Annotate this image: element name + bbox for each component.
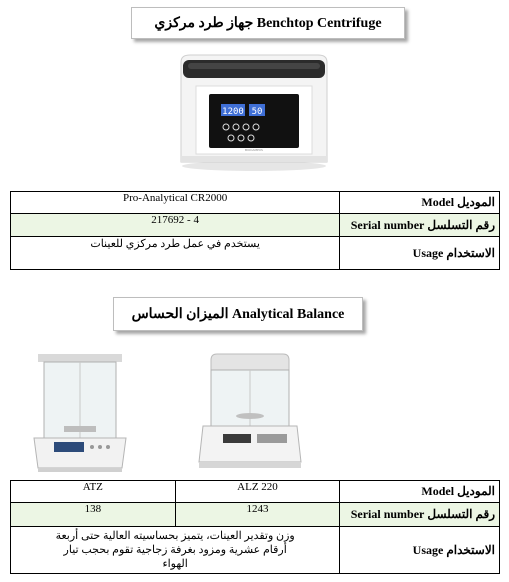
centrifuge-usage-value: يستخدم في عمل طرد مركزي للعينات	[11, 237, 340, 270]
table-row	[11, 214, 500, 237]
balance-alz220-image	[195, 350, 305, 475]
balance-usage-value: وزن وتقدير العينات، يتميز بحساسيته العالية حتى أربعة أرقام عشرية ومزود بغرفة زجاجية تقوم بحجب تيار الهواء	[11, 527, 340, 574]
centrifuge-model-label: الموديل Model	[340, 192, 500, 214]
balance-serial-label: رقم التسلسل Serial number	[340, 503, 500, 527]
section-title-centrifuge-text: جهاز طرد مركزي Benchtop Centrifuge	[154, 15, 382, 31]
centrifuge-display-right: 50	[251, 107, 263, 117]
centrifuge-display-left: 1200	[222, 107, 244, 117]
balance-atz-image	[30, 350, 130, 475]
centrifuge-brand: BIOCAMPUS	[245, 148, 263, 152]
centrifuge-spec-table	[10, 191, 500, 270]
balance-atz-model-value: ATZ	[11, 481, 176, 503]
centrifuge-image	[168, 50, 340, 172]
balance-model-label: الموديل Model	[340, 481, 500, 503]
table-row	[11, 503, 500, 527]
balance-spec-table	[10, 480, 500, 574]
section-title-centrifuge	[131, 7, 405, 39]
balance-alz-model-value: ALZ 220	[175, 481, 340, 503]
table-row	[11, 481, 500, 503]
centrifuge-serial-label: رقم التسلسل Serial number	[340, 214, 500, 237]
centrifuge-model-value: Pro-Analytical CR2000	[11, 192, 340, 214]
balance-atz-serial-value: 138	[11, 503, 176, 527]
balance-usage-label: الاستخدام Usage	[340, 527, 500, 574]
balance-alz-serial-value: 1243	[175, 503, 340, 527]
table-row	[11, 192, 500, 214]
centrifuge-usage-label: الاستخدام Usage	[340, 237, 500, 270]
table-row	[11, 527, 500, 574]
table-row	[11, 237, 500, 270]
section-title-balance-text: الميزان الحساس Analytical Balance	[131, 306, 345, 322]
section-title-balance	[113, 297, 363, 331]
centrifuge-serial-value: 217692 - 4	[11, 214, 340, 237]
